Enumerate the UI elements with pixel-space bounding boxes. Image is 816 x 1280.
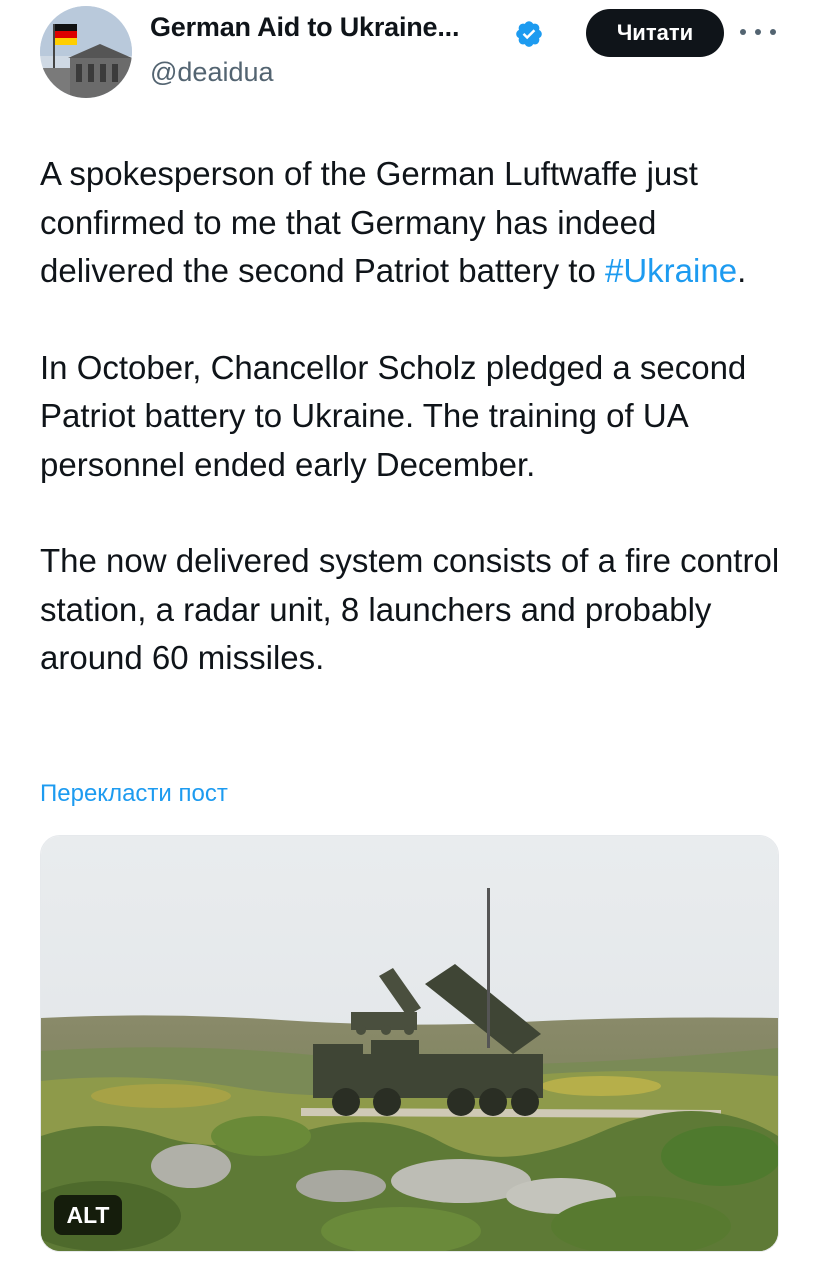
hashtag-link[interactable]: #Ukraine (605, 252, 738, 289)
more-dot (740, 29, 746, 35)
more-dot (770, 29, 776, 35)
verified-badge-icon (514, 19, 544, 49)
translate-post-link[interactable]: Перекласти пост (40, 780, 228, 807)
author-handle[interactable]: @deaidua (150, 57, 274, 87)
more-dot (755, 29, 761, 35)
follow-button[interactable]: Читати (586, 9, 724, 57)
tweet-paragraph-2: In October, Chancellor Scholz pledged a second Patriot battery to Ukraine. The training of UA personnel ended early December. (40, 348, 747, 483)
tweet-paragraph-1 (40, 150, 790, 296)
tweet-media-image[interactable] (40, 835, 779, 1252)
alt-text-badge[interactable]: ALT (54, 1195, 122, 1235)
tweet-text-segment: A spokesperson of the German Luftwaffe just confirmed to me that Germany has indeed delivered the second Patriot battery to (40, 155, 698, 289)
tweet-paragraph-3: The now delivered system consists of a fire control station, a radar unit, 8 launchers and probably around 60 missiles. (40, 542, 780, 676)
avatar[interactable] (40, 6, 132, 98)
tweet-text (40, 150, 790, 683)
author-display-name[interactable]: German Aid to Ukraine... (150, 12, 460, 42)
patriot-launchers-photo (41, 836, 778, 1251)
avatar-image (40, 6, 132, 98)
more-options-icon[interactable] (740, 22, 776, 42)
tweet-text-segment: . (737, 252, 747, 289)
